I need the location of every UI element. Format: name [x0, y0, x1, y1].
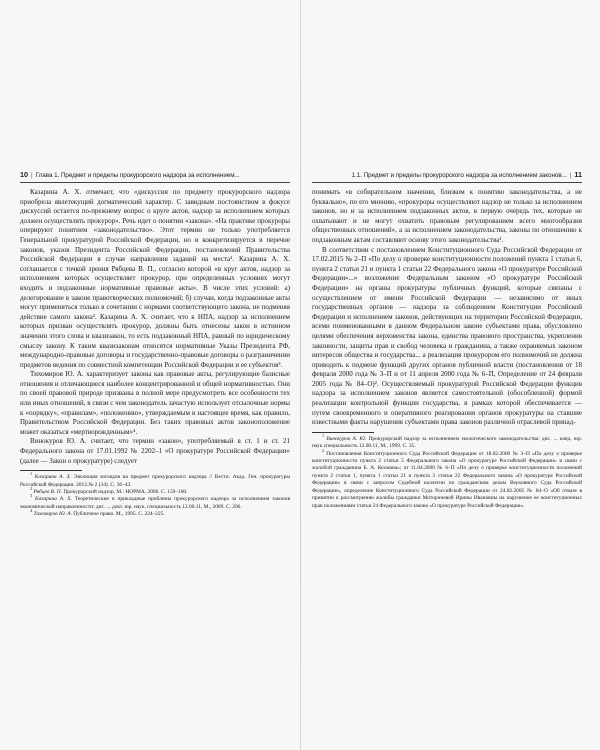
right-page-number: 11: [574, 170, 582, 179]
head-separator: |: [31, 172, 33, 179]
paragraph: Казарина А. Х. отмечает, что «дискуссия по предмету прокурорского надзора приобрела явлетекущий догматический характер. С завидным постоянством в фокусе дискуссий остается по-прежнему вопрос о круге актов, надзор за исполнением которых должен осуществлять прокурор». Речь идет о понятии «закона». «На практике прокуроры оперируют понятием «законодательство». Этот термин не только употребляется Генеральной прокуратурой Российской Федерации, но и конкретизируется в перечне законов, указов Президента Российской Федерации, постановлений Правительства Российской Федерации в случае направления заданий на места¹. Казарина А. Х. соглашается с точкой зрения Рябцева В. П., согласно которой «в круг актов, надзор за исполнением которых осуществляет прокурор, при определенных условиях могут входить и подзаконные нормативные правовые акты». В числе этих условий: а) делегирование в законе правотворческих полномочий; б) случаи, когда подзаконные акты могут применяться только в сочетании с нормами соответствующего закона, не подменяя действие самого закона². Казарина А. Х. считает, что к НПА, надзор за исполнением которых призван осуществлять прокурор, должны быть отнесены закон в истинном значении этого слова и квазизакон, то есть подзаконный НПА, равный по юридическому смыслу закону. К таким квазизаконам относятся нормативные Указы Президента РФ, международно-правовые договоры и государственно-правовые договоры о разграничении предметов ведения по совместной компетенции Российской Федерации и ее субъектов³.: [20, 188, 290, 369]
footnote: $^4$ Тихомиров Ю. А. Публичное право. М., 1995. С. 224–225.: [30, 508, 165, 518]
footnote: $^2$ Постановления Конституционного Суда Российской Федерации от 18.02.2000 № 3–П «По делу о проверке конституционности пункта 2 статьи 5 Федерального закона «О прокуратуре Российской Федерации» в связи с жалобой гражданина Б. А. Кехмана»; от 11.04.2000 № 6–П «По делу о проверке конституционности положений пункта 2 статьи 1, пункта 1 статьи 21 и пункта 3 статьи 22 Федерального закона «О прокуратуре Российской Федерации» в связи с запросом Судебной коллегии по гражданским делам Верховного Суда Российской Федерации», определение Конституционного Суда Российской Федерации от 24.02.2005 № 84–О «Об отказе в принятии к рассмотрению жалобы гражданки Моторичевой Ирины Ивановны на нарушение ее конституционных прав положениями статьи 24 Федерального закона «О прокуратуре Российской Федерации».: [312, 447, 582, 509]
right-running-title: 1.1. Предмет и пределы прокурорского надзора за исполнением законов...: [351, 172, 567, 179]
right-body-text: [312, 188, 582, 428]
right-footnotes: [312, 432, 582, 510]
paragraph: Тихомиров Ю. А. характеризует законы как правовые акты, регулирующие базисные отношения и отличающиеся наиболее концентрированной и общей нормативностью. Они по своей правовой природе призваны в полной мере предусмотреть все особенности тех или иных отношений, в связи с чем законодатель зачастую использует отсылочные нормы к «порядку», «правилам», «положению», утверждаемым в настоящее время, как правило, Правительством Российской Федерации. Без таких правовых актов законоположение может оказаться «мертворожденным»⁴.: [20, 370, 290, 436]
left-page: [20, 170, 290, 519]
footnote: $^1$ Винокуров А. Ю. Прокурорский надзор за исполнением экологического законодательства: дис. ... канд. юр. наук специальность 12.00.11, М., 1999. С. 35.: [312, 433, 582, 450]
right-page: [312, 170, 582, 510]
left-body-text: [20, 188, 290, 466]
left-running-title: Глава 1. Предмет и пределы прокурорского надзора за исполнением...: [35, 172, 240, 179]
right-running-head: [312, 170, 582, 183]
book-gutter: [300, 0, 301, 750]
head-separator: |: [569, 172, 572, 179]
paragraph: понимать «в собирательном значении, близком к понятию законодательства, а не буквально», по его мнению, «прокуроры осуществляют надзор не только за исполнением законов, но и за исполнением подзаконных актов, в первую очередь тех, которые не охватывают и не могут охватить правовым регулированием всего многообразия общественных отношений», а за исполнением законодательства, законы по отношению к подзаконным актам составляют основу этого законодательства¹.: [312, 188, 582, 244]
footnote: $^3$ Казарина А. Х. Теоретические и прикладные проблемы прокурорского надзора за исполнением законов экономической направленности: дис. ... докт. юр. наук, специальность 12.00.11, М., 2009. С. 206.: [20, 493, 290, 510]
paragraph: Винокуров Ю. А. считает, что термин «закон», употребляемый в ст. 1 и ст. 21 Федерального закона от 17.01.1992 № 2202–1 «О прокуратуре Российской Федерации» (далее — Закон о прокуратуре) следует: [20, 437, 290, 465]
left-page-number: 10: [20, 170, 28, 179]
left-footnotes: [20, 470, 290, 518]
footnote: $^2$ Рябцев В. П. Прокурорский надзор. М.: НОРМА, 2006. С. 159–160.: [30, 486, 188, 496]
footnote: $^1$ Казарина А. Х. Эволюция взглядов на предмет прокурорского надзора // Вестн. Акад. Ген. прокуратуры Российской Федерации. 2013.№ 2 (34). С. 36–43.: [20, 471, 290, 488]
paragraph: В соответствии с постановлением Конституционного Суда Российской Федерации от 17.02.2015 № 2–П «По делу о проверке конституционности положений пункта 1 статьи 6, пункта 2 статьи 21 и пункта 1 статьи 22 Федерального закона «О прокуратуре Российской Федерации»...» возложение Федеральным законом «О прокуратуре Российской Федерации» на органы прокуратуры публичных функций, которые связаны с осуществлением от имени Российской Федерации — независимо от иных государственных органов — надзора за соблюдением Конституции Российской Федерации и исполнением законов, действующих на территории Российской Федерации, всеми поименованными в данном Федеральном законе субъектами права, обусловлено целями обеспечения верховенства закона, единства правового пространства, укрепления законности, защиты прав и свобод человека и гражданина, а также охраняемых законом интересов общества и государства... а реализация прокурором его полномочий не должна приводить к подмене функций других органов публичной власти (постановления от 18 февраля 2000 года № 3–П и от 11 апреля 2000 года № 6–П, Определение от 24 февраля 2005 года № 84–О)². Осуществляемый прокуратурой Российской Федерации функция надзора за исполнением законов является самостоятельной (обособленной) формой реализации контрольной функции государства, в рамках которой обеспечивается — путем своевременного и оперативного реагирования органов прокуратуры на ставшие известными факты нарушения субъектами права законов различной отраслевой принад-: [312, 245, 582, 427]
left-running-head: [20, 170, 290, 183]
